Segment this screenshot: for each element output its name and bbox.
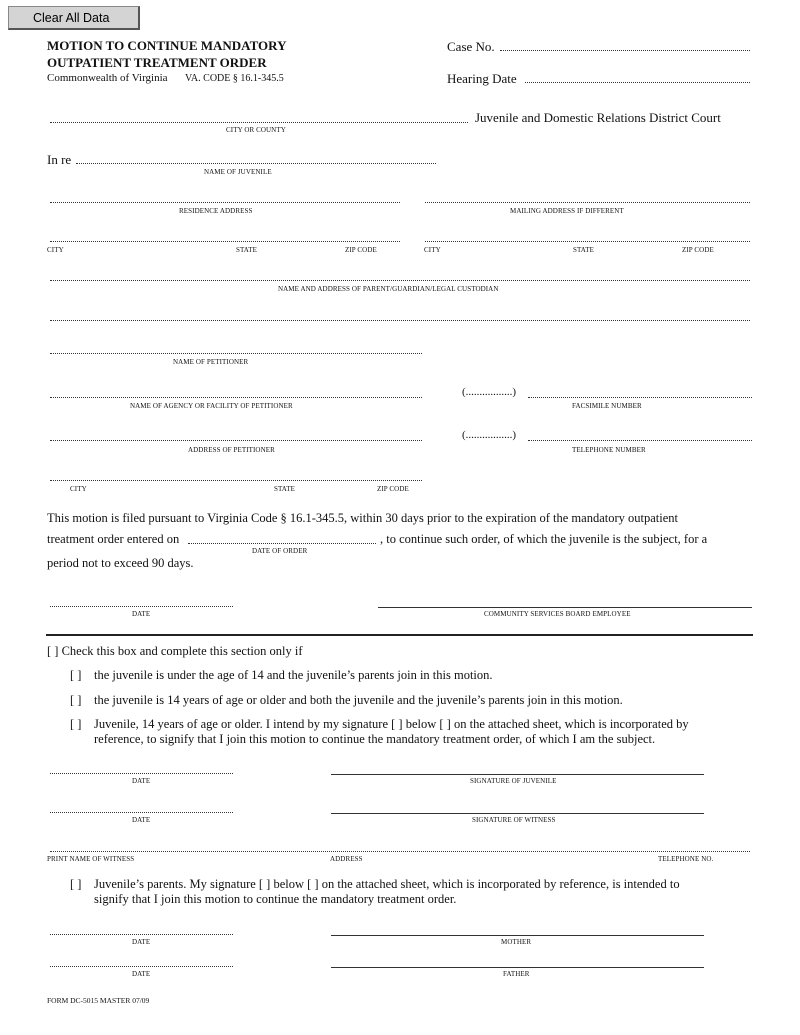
father-signature-line[interactable]	[331, 967, 704, 968]
case-no-field[interactable]	[500, 50, 750, 51]
fax-number-label: FACSIMILE NUMBER	[572, 402, 642, 410]
commonwealth-label: Commonwealth of Virginia	[47, 72, 168, 84]
witness-signature-line[interactable]	[331, 813, 704, 814]
mother-signature-line[interactable]	[331, 935, 704, 936]
mother-sig-date-field[interactable]	[50, 934, 233, 935]
petitioner-city-state-zip-field[interactable]	[50, 480, 422, 481]
father-signature-label: FATHER	[503, 970, 530, 978]
motion-text-line1: This motion is filed pursuant to Virginia Code § 16.1-345.5, within 30 days prior to the expiration of the mandatory outpatient	[47, 511, 678, 525]
petitioner-address-field[interactable]	[50, 440, 422, 441]
witness-address-label: ADDRESS	[330, 855, 363, 863]
clear-all-data-button[interactable]: Clear All Data	[8, 6, 140, 30]
in-re-label: In re	[47, 152, 72, 167]
motion-text-line2a: treatment order entered on	[47, 532, 180, 546]
option-juvenile-text-line1: Juvenile, 14 years of age or older. I intend by my signature [ ] below [ ] on the attached sheet, which is incorporated by	[94, 717, 689, 731]
residence-zip-label: ZIP CODE	[345, 246, 377, 254]
petitioner-name-label: NAME OF PETITIONER	[173, 358, 249, 366]
phone-area-code: (.................)	[462, 429, 517, 441]
residence-state-label: STATE	[236, 246, 257, 254]
juvenile-sig-date-field[interactable]	[50, 773, 233, 774]
motion-text-line3: period not to exceed 90 days.	[47, 556, 194, 570]
petitioner-city-label: CITY	[70, 485, 87, 493]
residence-address-field[interactable]	[50, 202, 400, 203]
petitioner-agency-label: NAME OF AGENCY OR FACILITY OF PETITIONER	[130, 402, 293, 410]
motion-text-line2b: , to continue such order, of which the juvenile is the subject, for a	[380, 532, 708, 546]
date-of-order-field[interactable]	[188, 543, 376, 544]
option-parents-text-line1: Juvenile’s parents. My signature [ ] below [ ] on the attached sheet, which is incorporated by reference, is intended to	[94, 877, 680, 891]
witness-signature-label: SIGNATURE OF WITNESS	[472, 816, 556, 824]
hearing-date-label: Hearing Date	[447, 71, 517, 86]
motion-date-field[interactable]	[50, 606, 233, 607]
case-no-label: Case No.	[447, 39, 495, 54]
mailing-state-label: STATE	[573, 246, 594, 254]
petitioner-agency-field[interactable]	[50, 397, 422, 398]
witness-telephone-label: TELEPHONE NO.	[658, 855, 714, 863]
city-county-label: CITY OR COUNTY	[226, 126, 286, 134]
mother-signature-label: MOTHER	[501, 938, 532, 946]
mailing-city-label: CITY	[424, 246, 441, 254]
date-of-order-label: DATE OF ORDER	[252, 547, 308, 555]
juvenile-sig-date-label: DATE	[132, 777, 151, 785]
csb-employee-label: COMMUNITY SERVICES BOARD EMPLOYEE	[484, 610, 631, 618]
section-divider	[46, 634, 753, 636]
juvenile-signature-label: SIGNATURE OF JUVENILE	[470, 777, 557, 785]
juvenile-name-label: NAME OF JUVENILE	[204, 168, 272, 176]
option-parents-text-line2: signify that I join this motion to continue the mandatory treatment order.	[94, 892, 457, 906]
section-check-box[interactable]: [ ] Check this box and complete this section only if	[47, 644, 303, 658]
option-14-older-text: the juvenile is 14 years of age or older and both the juvenile and the juvenile’s parents join in this motion.	[94, 693, 623, 707]
mother-sig-date-label: DATE	[132, 938, 151, 946]
csb-employee-signature-line[interactable]	[378, 607, 752, 608]
petitioner-zip-label: ZIP CODE	[377, 485, 409, 493]
option-under-14-text: the juvenile is under the age of 14 and the juvenile’s parents join in this motion.	[94, 668, 493, 682]
option-14-older-box[interactable]: [ ]	[70, 693, 82, 707]
petitioner-address-label: ADDRESS OF PETITIONER	[188, 446, 275, 454]
parent-name-address-label: NAME AND ADDRESS OF PARENT/GUARDIAN/LEGAL CUSTODIAN	[278, 285, 499, 293]
parent-address-line2-field[interactable]	[50, 320, 750, 321]
juvenile-signature-line[interactable]	[331, 774, 704, 775]
petitioner-state-label: STATE	[274, 485, 295, 493]
residence-city-label: CITY	[47, 246, 64, 254]
parent-name-address-field[interactable]	[50, 280, 750, 281]
residence-address-label: RESIDENCE ADDRESS	[179, 207, 253, 215]
mailing-zip-label: ZIP CODE	[682, 246, 714, 254]
mailing-city-state-zip-field[interactable]	[425, 241, 750, 242]
va-code-label: VA. CODE § 16.1-345.5	[185, 73, 284, 84]
court-name: Juvenile and Domestic Relations District Court	[475, 110, 721, 125]
father-sig-date-label: DATE	[132, 970, 151, 978]
form-title-line2: OUTPATIENT TREATMENT ORDER	[47, 55, 267, 70]
fax-area-code: (.................)	[462, 386, 517, 398]
mailing-address-label: MAILING ADDRESS IF DIFFERENT	[510, 207, 624, 215]
form-number: FORM DC-5015 MASTER 07/09	[47, 996, 150, 1005]
father-sig-date-field[interactable]	[50, 966, 233, 967]
city-county-field[interactable]	[50, 122, 468, 123]
residence-city-state-zip-field[interactable]	[50, 241, 400, 242]
form-title-line1: MOTION TO CONTINUE MANDATORY	[47, 38, 287, 53]
hearing-date-field[interactable]	[525, 82, 750, 83]
telephone-number-label: TELEPHONE NUMBER	[572, 446, 646, 454]
witness-sig-date-field[interactable]	[50, 812, 233, 813]
option-parents-box[interactable]: [ ]	[70, 877, 82, 891]
fax-number-field[interactable]	[528, 397, 752, 398]
juvenile-name-field[interactable]	[76, 163, 436, 164]
option-juvenile-text-line2: reference, to signify that I join this motion to continue the mandatory treatment order, of which I am the subject.	[94, 732, 656, 746]
witness-name-address-phone-field[interactable]	[50, 851, 750, 852]
mailing-address-field[interactable]	[425, 202, 750, 203]
option-juvenile-box[interactable]: [ ]	[70, 717, 82, 731]
telephone-number-field[interactable]	[528, 440, 752, 441]
petitioner-name-field[interactable]	[50, 353, 422, 354]
witness-sig-date-label: DATE	[132, 816, 151, 824]
motion-date-label: DATE	[132, 610, 151, 618]
option-under-14-box[interactable]: [ ]	[70, 668, 82, 682]
print-witness-name-label: PRINT NAME OF WITNESS	[47, 855, 135, 863]
